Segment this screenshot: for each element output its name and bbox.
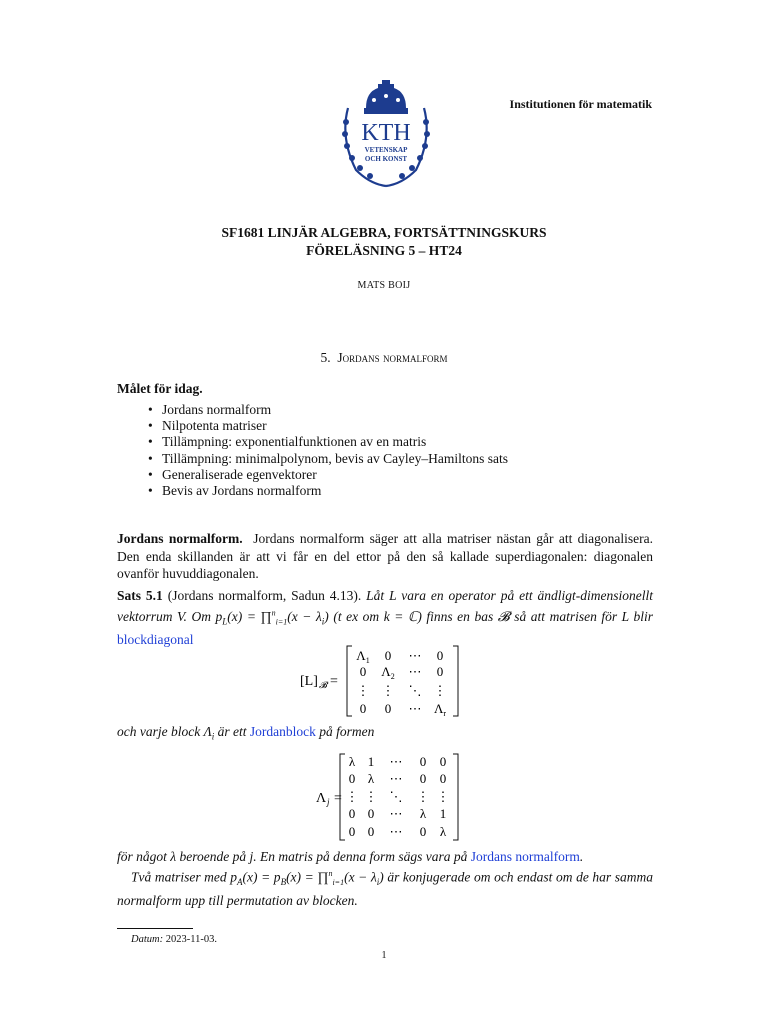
matrix-entry: ⋮ [345, 789, 359, 804]
matrix-entry: ⋮ [381, 683, 395, 698]
page-number: 1 [381, 950, 387, 961]
footnote-divider [117, 928, 193, 929]
intro-text: Jordans normalform säger att alla matriser nästan går att diagonalisera. Den enda skillanden är att vi får en del ettor på den så kallade superdiagonalen: diagonalen ovanför huvuddiagonalen. [117, 531, 653, 581]
svg-text:OCH KONST: OCH KONST [364, 155, 408, 163]
author-name: MATS BOIJ [357, 280, 411, 291]
matrix-entry: ⋮ [436, 789, 450, 804]
goals-heading: Målet för idag. [117, 381, 203, 396]
conjugacy-statement: Två matriser med $p_A(x) = p_B(x)$ = ∏$^n_{i=1}$(x − $\lambda_i$) är konjugerade om och endast om de har samma normalform upp till permutation av blocken. [117, 869, 654, 908]
matrix-entry: ⋯ [389, 806, 403, 821]
matrix-lhs: [L] [300, 674, 318, 689]
intro-heading: Jordans normalform. [117, 531, 243, 546]
matrix-entry: ⋱ [408, 683, 422, 698]
jordan-block-matrix [316, 752, 466, 847]
theorem-label: Sats 5.1 [117, 588, 163, 603]
matrix-entry: 0 [367, 806, 375, 821]
block-diagonal-matrix [300, 645, 470, 722]
matrix-entry: ⋮ [364, 789, 378, 804]
matrix-entry: λ [439, 824, 447, 839]
matrix-entry: ⋯ [389, 824, 403, 839]
matrix-entry: 0 [359, 701, 367, 716]
matrix-entry: ⋯ [408, 648, 422, 663]
svg-text:=: = [330, 674, 338, 689]
normalform-link[interactable]: Jordans normalform [470, 849, 580, 864]
blockdiagonal-link[interactable]: blockdiagonal [117, 632, 194, 648]
matrix-entry: λ [419, 806, 427, 821]
theorem-statement [117, 587, 653, 649]
matrix-entry: 0 [419, 771, 427, 786]
matrix-entry: $\Lambda_r$ [433, 701, 447, 717]
matrix-entry: ⋱ [389, 789, 403, 804]
matrix-entry: 0 [436, 664, 444, 679]
intro-paragraph [117, 530, 653, 583]
matrix-entry: ⋮ [416, 789, 430, 804]
svg-text:KTH: KTH [361, 120, 411, 146]
matrix-entry: 1 [439, 806, 447, 821]
footnote: Datum: 2023-11-03. [131, 934, 217, 945]
matrix-entry: $\Lambda_2$ [381, 664, 395, 681]
goals-list [148, 402, 508, 499]
kth-crest-icon [336, 78, 436, 190]
matrix-entry: 0 [439, 771, 447, 786]
matrix-entry: $\Lambda_1$ [356, 648, 370, 665]
svg-text:VETENSKAP: VETENSKAP [364, 146, 408, 154]
svg-text:j: j [327, 797, 330, 807]
list-item: • Nilpotenta matriser [148, 418, 508, 434]
matrix-entry: ⋮ [356, 683, 370, 698]
matrix-entry: 1 [367, 754, 375, 769]
matrix-entry: 0 [419, 754, 427, 769]
matrix-entry: 0 [359, 664, 367, 679]
section-heading: 5. Jordans normalform [320, 350, 448, 365]
matrix-entry: 0 [348, 771, 356, 786]
jordan-block-sentence: och varje block $\Lambda_i$ är ett Jordanblock på formen [117, 724, 375, 742]
matrix-entry: 0 [436, 648, 444, 663]
matrix-entry: ⋯ [408, 701, 422, 716]
lecture-title: FÖRELÄSNING 5 – HT24 [306, 243, 462, 258]
matrix-entry: ⋮ [433, 683, 447, 698]
matrix-entry: 0 [439, 754, 447, 769]
svg-text:𝓑: 𝓑 [319, 680, 327, 690]
list-item: • Jordans normalform [148, 402, 508, 418]
matrix-entry: 0 [367, 824, 375, 839]
matrix-entry: λ [348, 754, 356, 769]
matrix-entry: 0 [419, 824, 427, 839]
kth-logo [336, 78, 436, 190]
list-item: • Tillämpning: exponentialfunktionen av en matris [148, 434, 508, 450]
list-item: • Generaliserade egenvektorer [148, 467, 508, 483]
matrix-entry: ⋯ [389, 771, 403, 786]
theorem-reference: (Jordans normalform, Sadun 4.13). [167, 588, 362, 603]
matrix-entry: ⋯ [389, 754, 403, 769]
matrix-entry: 0 [384, 648, 392, 663]
institution-name: Institutionen för matematik [509, 97, 652, 111]
after-matrix-text: för något λ beroende på j. En matris på denna form sägs vara på Jordans normalform. [117, 849, 584, 864]
jordanblock-link[interactable]: Jordanblock [249, 724, 316, 739]
matrix-entry: 0 [384, 701, 392, 716]
matrix-entry: ⋯ [408, 664, 422, 679]
list-item: • Tillämpning: minimalpolynom, bevis av Cayley–Hamiltons sats [148, 451, 508, 467]
theorem-text: Låt L vara en operator på ett ändligt-dimensionellt vektorrum V. Om $p_L(x)$ = ∏$^n_{i=1}$(x − $\lambda_i$) (t ex om k = ℂ) finns en bas 𝓑 så att matrisen för L blir [117, 588, 653, 627]
svg-text:=: = [334, 791, 342, 806]
course-title: SF1681 LINJÄR ALGEBRA, FORTSÄTTNINGSKURS [221, 225, 547, 240]
matrix-entry: λ [367, 771, 375, 786]
matrix-entry: 0 [348, 824, 356, 839]
svg-text:Λ: Λ [316, 791, 327, 806]
matrix-entry: 0 [348, 806, 356, 821]
list-item: • Bevis av Jordans normalform [148, 483, 508, 499]
